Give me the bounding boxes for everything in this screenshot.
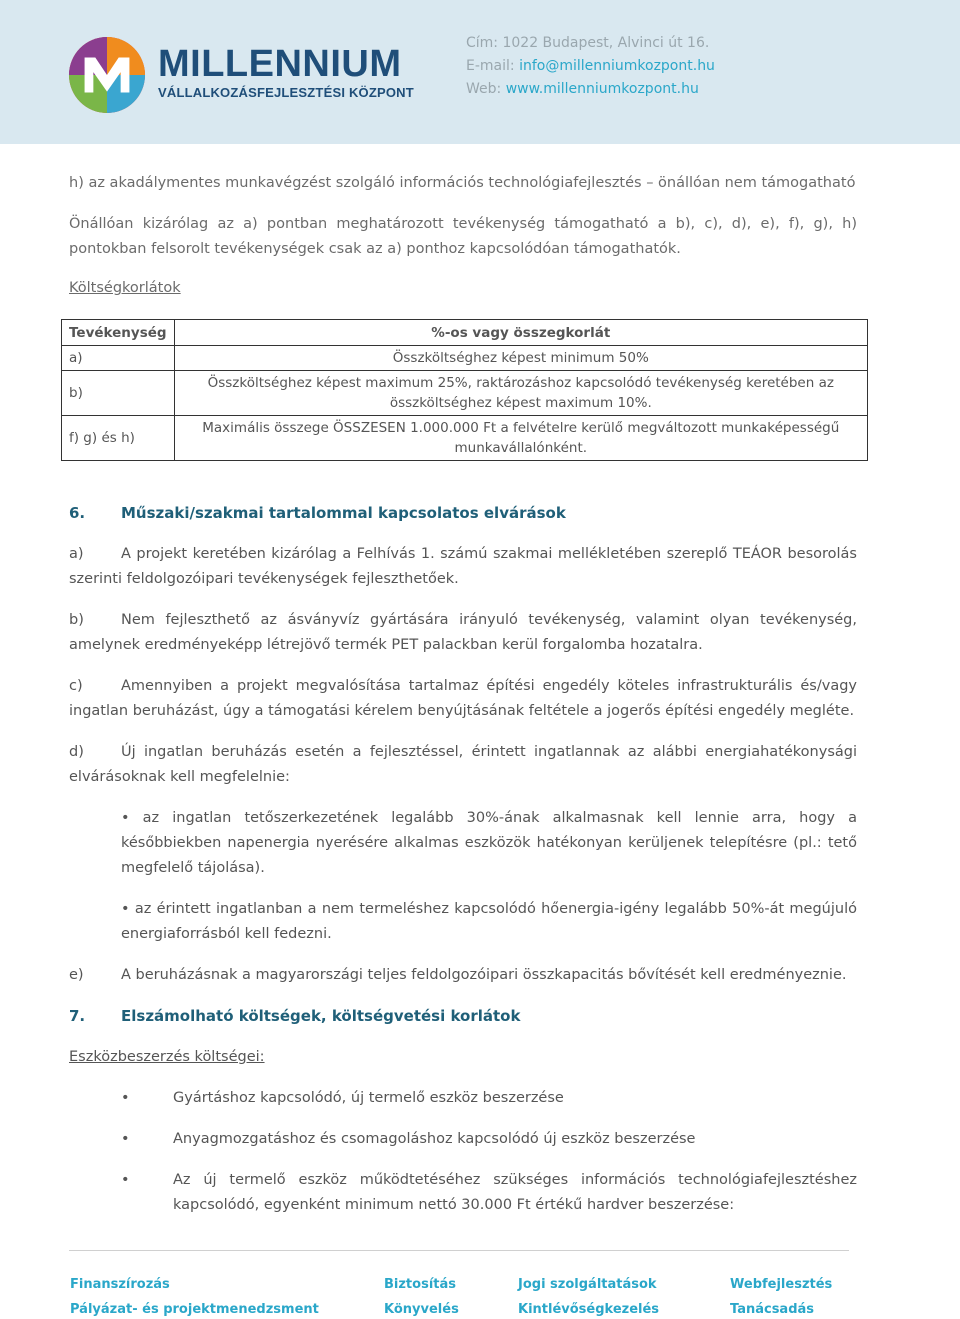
footer-col-4: [730, 1272, 832, 1319]
table-header-limit: %-os vagy összegkorlát: [174, 320, 867, 346]
section-7-title: [69, 1004, 857, 1029]
asset-cost-list: [69, 1086, 857, 1218]
bullet-item: • az ingatlan tetőszerkezetének legalább 30%-ának alkalmasnak kell lennie arra, hogy a későbbiekben napenergia nyerésére alkalmas eszközök hatékonyan kerüljenek telepítésre (pl.: tető megfelelő tájolása).: [121, 810, 857, 876]
list-item: [69, 1168, 857, 1218]
list-item-text: Az új termelő eszköz működtetéséhez szükséges információs technológiafejlesztéshez kapcsolódó, egyenként minimum nettó 30.000 Ft értékű hardver beszerzése:: [173, 1172, 857, 1213]
page-header: [0, 0, 960, 144]
bullet-icon: •: [121, 1090, 130, 1106]
table-row: [62, 346, 868, 371]
asset-costs-heading: Eszközbeszerzés költségei:: [69, 1049, 265, 1065]
list-item: [69, 608, 857, 658]
item-text: A beruházásnak a magyarországi teljes feldolgozóipari összkapacitás bővítését kell eredményeznie.: [121, 967, 847, 983]
item-text: Amennyiben a projekt megvalósítása tartalmaz építési engedély köteles infrastrukturális és/vagy ingatlan beruházást, úgy a támogatási kérelem benyújtásának feltétele a jogerős építési engedély megléte.: [69, 678, 857, 719]
web-line: [466, 78, 715, 101]
item-text: Nem fejleszthető az ásványvíz gyártására irányuló tevékenység, valamint olyan tevékenység, amelynek eredményeképp létrejövő termék PET palackban kerül forgalomba hozatalra.: [69, 612, 857, 653]
table-header-activity: Tevékenység: [62, 320, 175, 346]
list-item: [69, 1086, 857, 1111]
item-label: e): [69, 967, 84, 983]
section-6-number: 6.: [69, 504, 86, 522]
table-cell-limit: Összköltséghez képest minimum 50%: [174, 346, 867, 371]
address: Cím: 1022 Budapest, Alvinci út 16.: [466, 35, 710, 51]
footer-divider: [69, 1250, 849, 1251]
section-7-number: 7.: [69, 1007, 86, 1025]
table-cell-limit: Maximális összege ÖSSZESEN 1.000.000 Ft a felvételre kerülő megváltozott munkaképességű munkavállalónként.: [174, 416, 867, 461]
table-row: [62, 371, 868, 416]
list-item-text: Gyártáshoz kapcsolódó, új termelő eszköz beszerzése: [173, 1090, 564, 1106]
web-label: Web:: [466, 81, 502, 97]
footer-link-financing[interactable]: Finanszírozás: [70, 1277, 170, 1292]
section-7-heading: Elszámolható költségek, költségvetési korlátok: [121, 1007, 521, 1025]
list-item: [69, 1127, 857, 1152]
email-link[interactable]: info@millenniumkozpont.hu: [519, 58, 715, 74]
footer-link-insurance[interactable]: Biztosítás: [384, 1277, 456, 1292]
bullet-icon: •: [121, 1172, 130, 1188]
contact-block: [466, 32, 715, 101]
millennium-logo-icon: [68, 36, 146, 114]
bullet-item: • az érintett ingatlanban a nem termeléshez kapcsolódó hőenergia-igény legalább 50%-át megújuló energiaforrásból kell fedezni.: [121, 901, 857, 942]
item-label: d): [69, 744, 84, 760]
section-6-title: [69, 501, 857, 526]
table-cell-activity: f) g) és h): [62, 416, 175, 461]
footer-col-1: [70, 1272, 319, 1319]
item-text: Új ingatlan beruházás esetén a fejlesztéssel, érintett ingatlannak az alábbi energiahatékonysági elvárásoknak kell megfelelnie:: [69, 744, 857, 785]
item-label: b): [69, 612, 84, 628]
table-cell-activity: a): [62, 346, 175, 371]
web-link[interactable]: www.millenniumkozpont.hu: [505, 81, 699, 97]
footer-col-2: [384, 1272, 459, 1319]
paragraph-h: h) az akadálymentes munkavégzést szolgáló információs technológiafejlesztés – önállóan nem támogatható: [69, 175, 856, 191]
brand: [158, 44, 414, 100]
paragraph-onallo: Önállóan kizárólag az a) pontban meghatározott tevékenység támogatható a b), c), d), e), f), g), h) pontokban felsorolt tevékenységek csak az a) ponthoz kapcsolódóan támogathatók.: [69, 216, 857, 257]
brand-subtitle: VÁLLALKOZÁSFEJLESZTÉSI KÖZPONT: [158, 85, 414, 100]
section-6-heading: Műszaki/szakmai tartalommal kapcsolatos elvárások: [121, 504, 566, 522]
email-label: E-mail:: [466, 58, 515, 74]
footer-link-project-management[interactable]: Pályázat- és projektmenedzsment: [70, 1302, 319, 1317]
email-line: [466, 55, 715, 78]
footer-link-legal[interactable]: Jogi szolgáltatások: [518, 1277, 657, 1292]
footer-col-3: [518, 1272, 659, 1319]
table-row: [62, 416, 868, 461]
item-label: a): [69, 546, 84, 562]
list-item: [69, 542, 857, 592]
footer-link-accounting[interactable]: Könyvelés: [384, 1302, 459, 1317]
list-item: [69, 963, 857, 988]
document-body: [69, 171, 857, 1234]
footer-link-web-development[interactable]: Webfejlesztés: [730, 1277, 833, 1292]
cost-limits-heading: Költségkorlátok: [69, 280, 181, 296]
table-cell-limit: Összköltséghez képest maximum 25%, raktározáshoz kapcsolódó tevékenység keretében az összköltséghez képest maximum 10%.: [174, 371, 867, 416]
list-item: [69, 674, 857, 724]
bullet-icon: •: [121, 1131, 130, 1147]
table-header-row: [62, 320, 868, 346]
footer-link-consulting[interactable]: Tanácsadás: [730, 1302, 815, 1317]
list-item-text: Anyagmozgatáshoz és csomagoláshoz kapcsolódó új eszköz beszerzése: [173, 1131, 696, 1147]
brand-name: MILLENNIUM: [158, 43, 402, 85]
list-item: [69, 740, 857, 790]
item-label: c): [69, 678, 83, 694]
table-cell-activity: b): [62, 371, 175, 416]
item-text: A projekt keretében kizárólag a Felhívás 1. számú szakmai mellékletében szereplő TEÁOR besorolás szerinti feldolgozóipari tevékenységek fejleszthetőek.: [69, 546, 857, 587]
cost-limits-table: [61, 319, 868, 461]
footer-link-debt-collection[interactable]: Kintlévőségkezelés: [518, 1302, 660, 1317]
